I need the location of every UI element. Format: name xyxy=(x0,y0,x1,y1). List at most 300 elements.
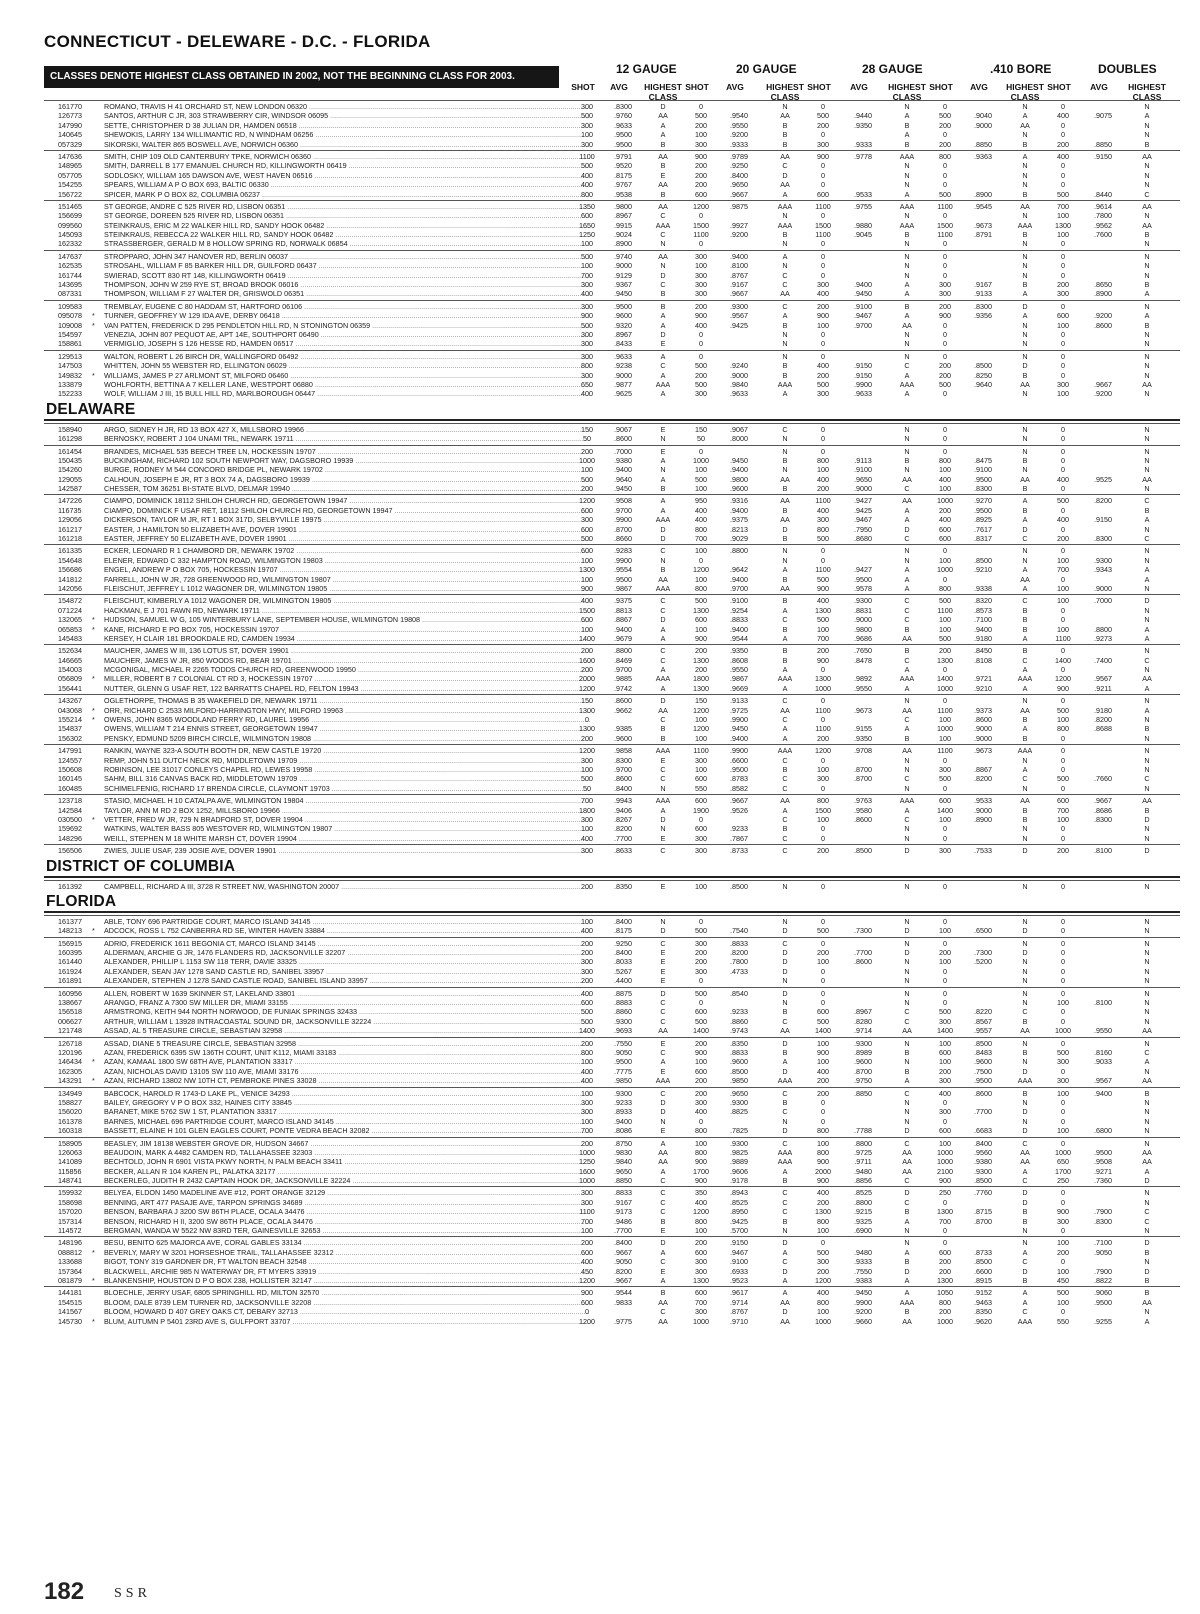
shot-count: 300 xyxy=(817,774,829,784)
highest-class: B xyxy=(782,484,788,494)
average: .8883 xyxy=(614,998,632,1008)
average: .9700 xyxy=(614,665,632,675)
highest-class: AAA xyxy=(899,796,915,806)
shot-count: 300 xyxy=(695,966,707,976)
shooter-name-address: STEINKRAUS, REBECCA 22 WALKER HILL RD, SANDY HOOK 06482 ..... xyxy=(104,230,590,239)
average: .9700 xyxy=(614,765,632,774)
shot-count: 800 xyxy=(817,1216,829,1226)
average: .9640 xyxy=(614,474,632,484)
shot-count: 600 xyxy=(695,189,707,199)
shot-count: 0 xyxy=(821,1107,825,1117)
shooter-name-address: OWENS, WILLIAM T 214 ENNIS STREET, GEORGETOWN 19947 ..... xyxy=(104,724,590,733)
highest-class: A xyxy=(1022,1288,1028,1298)
shot-count: 200 xyxy=(1057,280,1069,290)
average: .9283 xyxy=(614,546,632,556)
highest-class: E xyxy=(660,966,666,976)
average: .9775 xyxy=(614,1316,632,1326)
shooter-name-address: BURGE, RODNEY M 544 CONCORD BRIDGE PL, NEWARK 19702 ..... xyxy=(104,465,590,474)
highest-class: N xyxy=(904,755,910,765)
member-id: 129056 xyxy=(58,515,82,525)
highest-class: B xyxy=(660,724,666,734)
highest-class: C xyxy=(1022,1307,1028,1317)
shot-count: 1650 xyxy=(579,220,595,230)
shot-count: 1100 xyxy=(579,1207,595,1217)
shooter-name-address: ARANGO, FRANZ A 7300 SW MILLER DR, MIAMI 33155 ..... xyxy=(104,998,590,1007)
highest-class: A xyxy=(1022,496,1028,506)
average: .9200 xyxy=(730,130,748,140)
shooter-group xyxy=(44,1037,1180,1087)
shooter-row xyxy=(44,1298,1180,1307)
shot-count: 0 xyxy=(943,239,947,249)
shooter-row xyxy=(44,1307,1180,1316)
member-id: 152634 xyxy=(58,646,82,656)
shot-count: 200 xyxy=(939,646,951,656)
highest-class: AA xyxy=(902,1157,912,1167)
highest-class: C xyxy=(1022,596,1028,606)
highest-class: B xyxy=(904,1207,910,1217)
shot-count: 2100 xyxy=(937,1166,953,1176)
life-member-mark: * xyxy=(92,1057,95,1067)
highest-class: N xyxy=(1144,211,1150,221)
average: .9383 xyxy=(854,1275,872,1285)
shot-count: 1200 xyxy=(693,1207,709,1217)
highest-class: AA xyxy=(658,1026,668,1036)
highest-class: A xyxy=(660,1275,666,1285)
highest-class: N xyxy=(1144,916,1150,926)
average: .8680 xyxy=(854,534,872,544)
shot-count: 0 xyxy=(1061,833,1065,843)
average: .9000 xyxy=(614,370,632,380)
average: .9850 xyxy=(730,1076,748,1086)
publication-mark: SSR xyxy=(114,1586,151,1601)
average: .9667 xyxy=(1094,379,1112,389)
shot-count: 900 xyxy=(939,311,951,321)
highest-class: B xyxy=(1022,1216,1028,1226)
life-member-mark: * xyxy=(92,320,95,330)
highest-class: AA xyxy=(1020,574,1030,584)
highest-class: B xyxy=(660,161,666,171)
shot-count: 1200 xyxy=(693,201,709,211)
highest-class: N xyxy=(1144,746,1150,756)
average: .8800 xyxy=(614,646,632,656)
shot-count: 100 xyxy=(817,1138,829,1148)
state-heading: DISTRICT OF COLUMBIA xyxy=(44,857,1180,878)
shot-count: 100 xyxy=(581,1088,593,1098)
average: .9375 xyxy=(614,596,632,606)
average: .9943 xyxy=(614,796,632,806)
shot-count: 200 xyxy=(581,646,593,656)
average: .8500 xyxy=(974,1176,992,1186)
highest-class: N xyxy=(782,102,788,111)
shooter-row xyxy=(44,447,1180,456)
highest-class: D xyxy=(1022,846,1028,856)
shot-count: 0 xyxy=(821,824,825,834)
shot-count: 0 xyxy=(943,434,947,444)
member-id: 156302 xyxy=(58,733,82,743)
highest-class: N xyxy=(1144,270,1150,280)
member-id: 145730 xyxy=(58,1316,82,1326)
highest-class: B xyxy=(1022,1016,1028,1026)
average: .9642 xyxy=(730,565,748,575)
highest-class: C xyxy=(782,301,788,311)
average: .9167 xyxy=(614,1197,632,1207)
shooter-row xyxy=(44,280,1180,289)
average: .9669 xyxy=(730,683,748,693)
member-id: 161377 xyxy=(58,916,82,926)
highest-class: D xyxy=(904,948,910,958)
average: .9580 xyxy=(854,805,872,815)
shot-count: 0 xyxy=(1061,824,1065,834)
member-id: 149832 xyxy=(58,370,82,380)
highest-class: B xyxy=(1022,715,1028,725)
average: .9440 xyxy=(854,111,872,121)
member-id: 155214 xyxy=(58,715,82,725)
highest-class: A xyxy=(904,1288,910,1298)
highest-class: N xyxy=(1022,755,1028,765)
highest-class: C xyxy=(782,1197,788,1207)
shot-count: 500 xyxy=(939,774,951,784)
average: .9742 xyxy=(614,683,632,693)
highest-class: N xyxy=(1144,926,1150,936)
highest-class: AAA xyxy=(777,674,793,684)
highest-class: N xyxy=(904,434,910,444)
shooter-group xyxy=(44,150,1180,200)
shooter-row xyxy=(44,976,1180,985)
shooter-row xyxy=(44,380,1180,389)
highest-class: AAA xyxy=(655,674,671,684)
shot-count: 800 xyxy=(695,524,707,534)
shooter-group xyxy=(44,494,1180,544)
member-id: 087331 xyxy=(58,289,82,299)
life-member-mark: * xyxy=(92,674,95,684)
shooter-row xyxy=(44,261,1180,270)
shot-count: 0 xyxy=(1061,615,1065,625)
shot-count: 500 xyxy=(817,1016,829,1026)
shot-count: 500 xyxy=(581,320,593,330)
member-id: 065853 xyxy=(58,624,82,634)
shot-count: 100 xyxy=(1057,998,1069,1008)
member-id: 056809 xyxy=(58,674,82,684)
average: .9300 xyxy=(730,301,748,311)
shot-count: 500 xyxy=(581,1016,593,1026)
shot-count: 0 xyxy=(943,424,947,434)
average: .8900 xyxy=(974,814,992,824)
highest-class: A xyxy=(660,805,666,815)
life-member-mark: * xyxy=(92,715,95,725)
member-id: 161217 xyxy=(58,524,82,534)
highest-class: C xyxy=(660,938,666,948)
shooter-row xyxy=(44,465,1180,474)
highest-class: AA xyxy=(1020,1147,1030,1157)
shot-count: 400 xyxy=(817,474,829,484)
average: .7300 xyxy=(854,926,872,936)
highest-class: C xyxy=(904,1176,910,1186)
average: .9100 xyxy=(730,596,748,606)
member-id: 160956 xyxy=(58,988,82,998)
gauge-20-title: 20 GAUGE xyxy=(736,62,797,76)
highest-class: E xyxy=(660,1266,666,1276)
member-id: 121748 xyxy=(58,1026,82,1036)
average: .9343 xyxy=(1094,565,1112,575)
average: .8686 xyxy=(1094,805,1112,815)
highest-class: E xyxy=(660,170,666,180)
highest-class: C xyxy=(904,814,910,824)
shot-count: 1000 xyxy=(579,1147,595,1157)
highest-class: A xyxy=(660,1247,666,1257)
shot-count: 200 xyxy=(817,484,829,494)
shooter-row xyxy=(44,361,1180,370)
average: .9250 xyxy=(730,161,748,171)
shot-count: 900 xyxy=(817,311,829,321)
highest-class: E xyxy=(660,1038,666,1048)
col-head-class: CLASS xyxy=(1132,92,1162,102)
highest-class: A xyxy=(904,289,910,299)
highest-class: A xyxy=(1022,765,1028,774)
shooter-name-address: SIKORSKI, WALTER 865 BOSWELL AVE, NORWICH 06360 ..... xyxy=(104,140,590,149)
highest-class: N xyxy=(782,998,788,1008)
shot-count: 0 xyxy=(821,881,825,891)
highest-class: B xyxy=(904,301,910,311)
life-member-mark: * xyxy=(92,1275,95,1285)
average: .6933 xyxy=(730,1266,748,1276)
average: .9650 xyxy=(730,180,748,190)
highest-class: N xyxy=(1144,170,1150,180)
average: .9029 xyxy=(730,534,748,544)
highest-class: AA xyxy=(902,633,912,643)
highest-class: AAA xyxy=(655,1076,671,1086)
shot-count: 1000 xyxy=(693,1316,709,1326)
shot-count: 400 xyxy=(695,505,707,515)
shooter-name-address: RANKIN, WAYNE 323-A SOUTH BOOTH DR, NEW CASTLE 19720 ..... xyxy=(104,746,590,755)
highest-class: B xyxy=(660,139,666,149)
shot-count: 200 xyxy=(939,361,951,371)
highest-class: B xyxy=(1144,1288,1150,1298)
average: .8400 xyxy=(974,1138,992,1148)
highest-class: A xyxy=(1144,1057,1150,1067)
average: .9400 xyxy=(974,624,992,634)
member-id: 148296 xyxy=(58,833,82,843)
highest-class: N xyxy=(904,261,910,271)
shot-count: 0 xyxy=(821,239,825,249)
highest-class: B xyxy=(1022,484,1028,494)
shot-count: 100 xyxy=(939,1057,951,1067)
shot-count: 0 xyxy=(1061,270,1065,280)
shooter-row xyxy=(44,948,1180,957)
shooter-name-address: AZAN, RICHARD 13802 NW 10TH CT, PEMBROKE PINES 33028 ..... xyxy=(104,1076,590,1085)
shot-count: 1200 xyxy=(579,683,595,693)
average: .9100 xyxy=(974,465,992,475)
average: .9380 xyxy=(974,1157,992,1167)
average: .8650 xyxy=(1094,280,1112,290)
average: .9508 xyxy=(614,496,632,506)
average: .4733 xyxy=(730,966,748,976)
highest-class: A xyxy=(782,1166,788,1176)
highest-class: C xyxy=(1022,534,1028,544)
shot-count: 200 xyxy=(817,846,829,856)
average: .9178 xyxy=(730,1176,748,1186)
highest-class: A xyxy=(1022,583,1028,593)
shot-count: 550 xyxy=(1057,1316,1069,1326)
highest-class: N xyxy=(1144,102,1150,111)
highest-class: E xyxy=(660,881,666,891)
highest-class: AAA xyxy=(1017,746,1033,756)
average: .8600 xyxy=(854,814,872,824)
highest-class: N xyxy=(1144,665,1150,675)
shot-count: 300 xyxy=(817,515,829,525)
average: .8967 xyxy=(614,329,632,339)
member-id: 147637 xyxy=(58,251,82,261)
shot-count: 200 xyxy=(695,301,707,311)
shot-count: 0 xyxy=(821,546,825,556)
shot-count: 0 xyxy=(699,211,703,221)
shooter-name-address: ALEXANDER, SEAN JAY 1278 SAND CASTLE RD, SANIBEL 33957 ..... xyxy=(104,967,590,976)
member-id: 162535 xyxy=(58,261,82,271)
highest-class: AA xyxy=(780,180,790,190)
highest-class: B xyxy=(782,505,788,515)
highest-class: C xyxy=(904,1016,910,1026)
highest-class: A xyxy=(660,320,666,330)
average: .9650 xyxy=(614,1166,632,1176)
shot-count: 500 xyxy=(939,189,951,199)
average: .9625 xyxy=(614,389,632,399)
highest-class: C xyxy=(782,1188,788,1198)
average: .9500 xyxy=(730,765,748,774)
shot-count: 0 xyxy=(943,998,947,1008)
average: .7660 xyxy=(1094,774,1112,784)
shot-count: 0 xyxy=(943,881,947,891)
highest-class: C xyxy=(782,1088,788,1098)
average: .9000 xyxy=(974,733,992,743)
highest-class: N xyxy=(1022,696,1028,706)
shot-count: 0 xyxy=(943,329,947,339)
highest-class: C xyxy=(904,1007,910,1017)
highest-class: N xyxy=(782,434,788,444)
shooter-name-address: WILLIAMS, JAMES P 27 ARLMONT ST, MILFORD 06460 ..... xyxy=(104,371,590,380)
average: .8860 xyxy=(614,1007,632,1017)
average: .8200 xyxy=(1094,496,1112,506)
average: .9000 xyxy=(974,120,992,130)
highest-class: N xyxy=(904,270,910,280)
highest-class: N xyxy=(1144,1138,1150,1148)
shot-count: 0 xyxy=(821,261,825,271)
shot-count: 600 xyxy=(695,1066,707,1076)
member-id: 157314 xyxy=(58,1216,82,1226)
average: .9867 xyxy=(730,674,748,684)
highest-class: C xyxy=(782,615,788,625)
shooter-name-address: ASSAD, AL 5 TREASURE CIRCLE, SEBASTIAN 32958 ..... xyxy=(104,1026,590,1035)
shooter-row xyxy=(44,824,1180,833)
member-id: 161454 xyxy=(58,446,82,456)
shooter-name-address: WOHLFORTH, BETTINA A 7 KELLER LANE, WESTPORT 06880 ..... xyxy=(104,380,590,389)
shot-count: 100 xyxy=(939,957,951,967)
shooter-group xyxy=(44,594,1180,644)
highest-class: D xyxy=(660,814,666,824)
highest-class: A xyxy=(1144,574,1150,584)
shot-count: 300 xyxy=(695,280,707,290)
average: .9254 xyxy=(730,605,748,615)
highest-class: B xyxy=(1144,139,1150,149)
highest-class: C xyxy=(660,211,666,221)
shot-count: 500 xyxy=(581,774,593,784)
average: .9557 xyxy=(974,1026,992,1036)
average: .7000 xyxy=(1094,596,1112,606)
shot-count: 1300 xyxy=(579,565,595,575)
highest-class: B xyxy=(1022,1088,1028,1098)
shot-count: 200 xyxy=(581,1138,593,1148)
shot-count: 0 xyxy=(943,824,947,834)
shot-count: 300 xyxy=(581,966,593,976)
highest-class: AA xyxy=(902,320,912,330)
shot-count: 0 xyxy=(821,424,825,434)
shooter-row xyxy=(44,330,1180,339)
member-id: 161392 xyxy=(58,881,82,891)
average: .8200 xyxy=(730,948,748,958)
shooter-name-address: SPEARS, WILLIAM A P O BOX 693, BALTIC 06330 ..... xyxy=(104,180,590,189)
average: .9927 xyxy=(730,220,748,230)
average: .8280 xyxy=(854,1016,872,1026)
average: .6600 xyxy=(974,1266,992,1276)
highest-class: N xyxy=(782,339,788,349)
highest-class: A xyxy=(782,311,788,321)
highest-class: A xyxy=(1022,724,1028,734)
average: .9633 xyxy=(614,351,632,361)
highest-class: C xyxy=(904,534,910,544)
shooter-name-address: BEVERLY, MARY W 3201 HORSESHOE TRAIL, TALLAHASSEE 32312 ..... xyxy=(104,1248,590,1257)
highest-class: AA xyxy=(1142,1297,1152,1307)
highest-class: N xyxy=(904,1226,910,1236)
member-id: 156722 xyxy=(58,189,82,199)
shot-count: 300 xyxy=(581,139,593,149)
average: .9892 xyxy=(854,674,872,684)
highest-class: A xyxy=(660,624,666,634)
shooter-name-address: BIGOT, TONY 319 GARDNER DR, FT WALTON BEACH 32548 ..... xyxy=(104,1257,590,1266)
highest-class: A xyxy=(1144,1316,1150,1326)
average: .8850 xyxy=(1094,139,1112,149)
shot-count: 100 xyxy=(1057,211,1069,221)
shot-count: 500 xyxy=(939,633,951,643)
shooter-row xyxy=(44,389,1180,398)
member-id: 043068 xyxy=(58,705,82,715)
highest-class: C xyxy=(660,655,666,665)
shot-count: 1200 xyxy=(579,496,595,506)
highest-class: D xyxy=(1144,1238,1150,1248)
highest-class: N xyxy=(904,1057,910,1067)
shot-count: 0 xyxy=(1061,1097,1065,1107)
highest-class: AA xyxy=(780,111,790,121)
shot-count: 500 xyxy=(1057,1288,1069,1298)
average: .8850 xyxy=(614,1176,632,1186)
average: .9830 xyxy=(614,1147,632,1157)
average: .9450 xyxy=(614,484,632,494)
shooter-row xyxy=(44,1167,1180,1176)
average: .8478 xyxy=(854,655,872,665)
average: .8267 xyxy=(614,814,632,824)
average: .8350 xyxy=(974,1307,992,1317)
highest-class: AA xyxy=(1142,1076,1152,1086)
highest-class: B xyxy=(1022,1207,1028,1217)
shot-count: 900 xyxy=(695,311,707,321)
highest-class: A xyxy=(660,351,666,361)
shooter-row xyxy=(44,1207,1180,1216)
highest-class: B xyxy=(1022,139,1028,149)
highest-class: A xyxy=(782,683,788,693)
shot-count: 0 xyxy=(1061,976,1065,986)
highest-class: D xyxy=(660,696,666,706)
shooter-row xyxy=(44,625,1180,634)
shooter-row xyxy=(44,584,1180,593)
shooter-row xyxy=(44,475,1180,484)
highest-class: A xyxy=(904,1275,910,1285)
